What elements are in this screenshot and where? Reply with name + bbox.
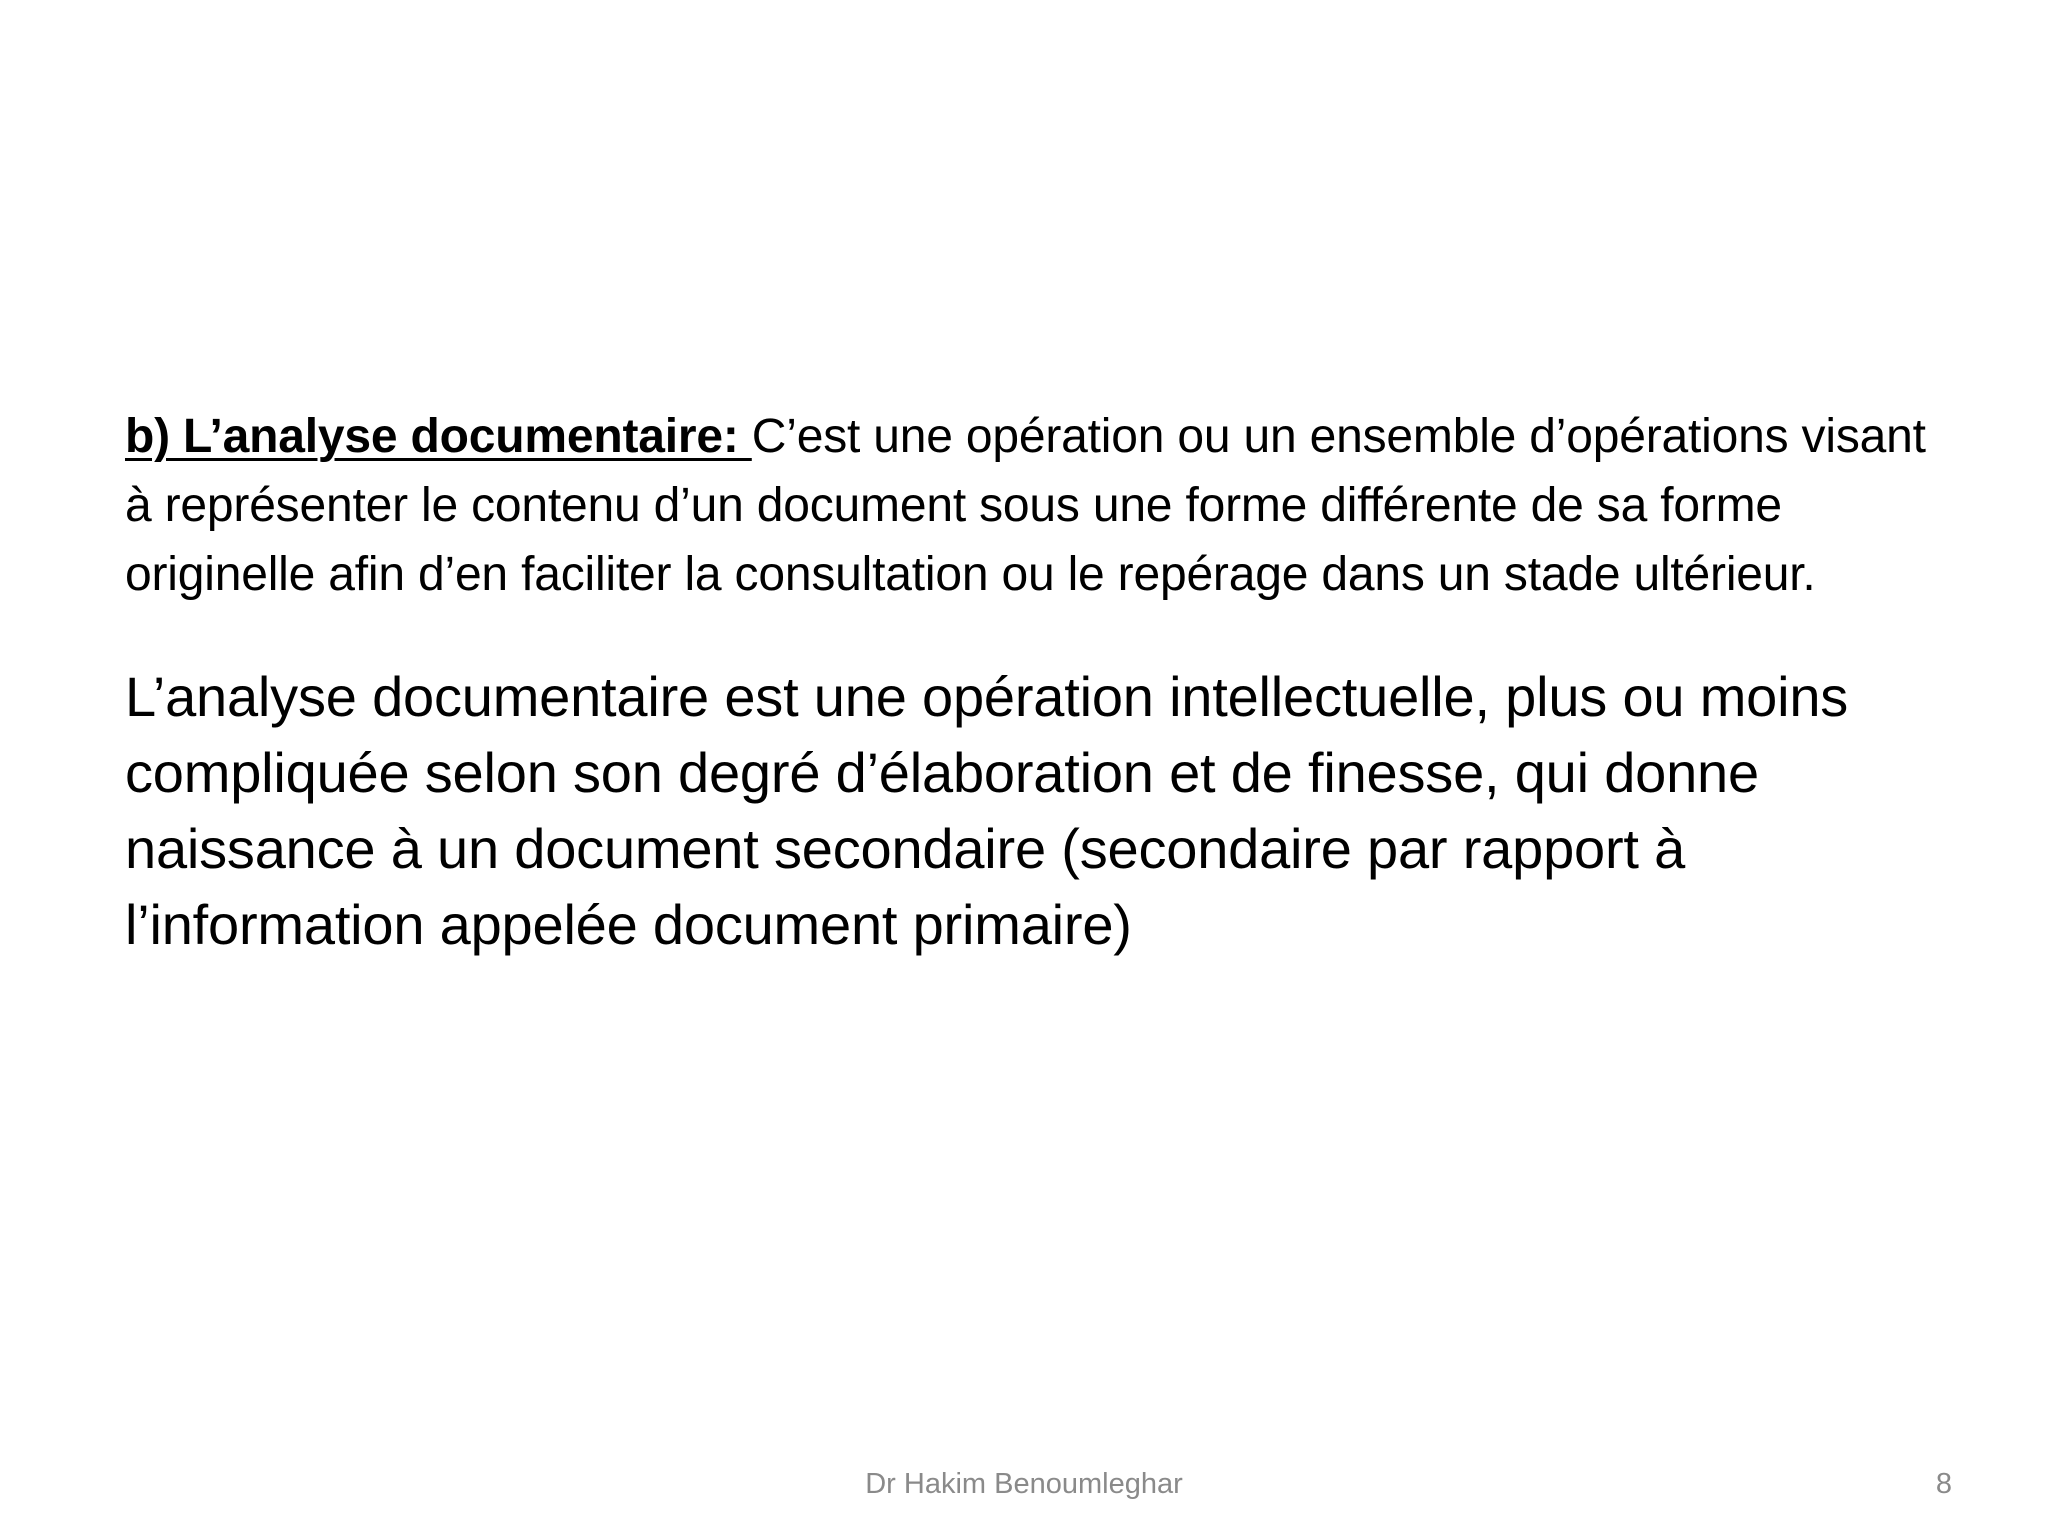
detail-paragraph: L’analyse documentaire est une opération intellectuelle, plus ou moins compliquée selon son degré d’élaboration et de finesse, qui donne naissance à un document secondaire (secondaire par rapport à l’information appelée document primaire)	[125, 665, 1849, 956]
definition-term: b) L’analyse documentaire:	[125, 410, 752, 463]
footer-author: Dr Hakim Benoumleghar	[865, 1468, 1183, 1500]
slide-body	[125, 402, 1955, 963]
page-number: 8	[1935, 1468, 1952, 1500]
definition-text: C’est une opération ou un ensemble d’opérations visant à représenter le contenu d’un document sous une forme différente de sa forme originelle afin d’en faciliter la consultation ou le repérage dans un stade ultérieur.	[125, 410, 1926, 601]
definition-paragraph	[125, 402, 1955, 609]
